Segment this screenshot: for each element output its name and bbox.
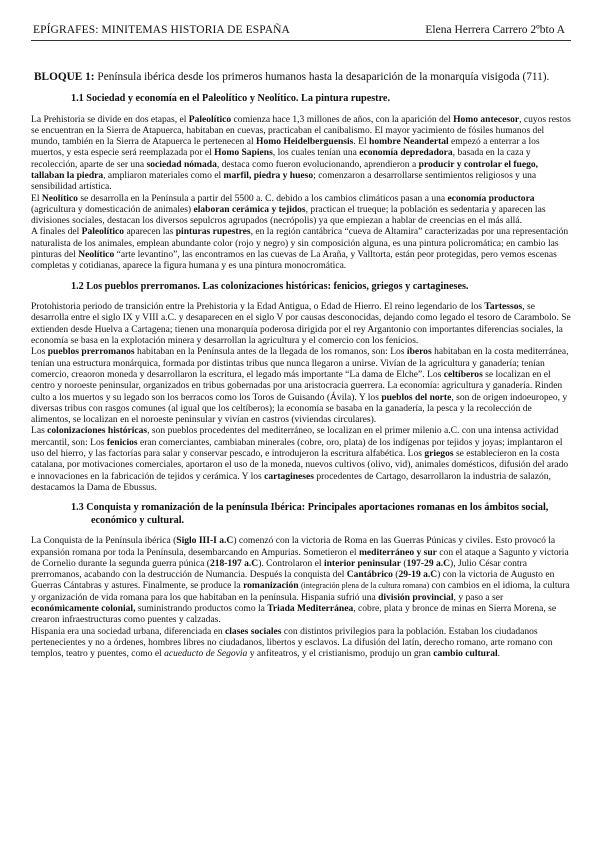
- paragraph: La Prehistoria se divide en dos etapas, el Paleolítico comienza hace 1,3 millones de años, con la aparición del Homo antecesor, cuyos restos se encuentran en la Sierra de Atapuerca, habitaban en cuevas, practicaban el canibalismo. El mayor yacimiento de fósiles humanos del mundo, también en la Sierra de Atapuerca le pertenecen al Homo Heidelberguensis. El hombre Neandertal empezó a enterrar a los muertos, y esta especie será reemplazada por el Homo Sapiens, los cuales tenían una economía depredadora, basada en la caza y recolección, aparte de ser una sociedad nómada, destaca como fueron evolucionando, aprendieron a producir y controlar el fuego, tallaban la piedra, ampliaron materiales como el marfil, piedra y hueso; comenzaron a desarrollarse sentimientos religiosos y una sensibilidad artística.: [31, 113, 571, 193]
- bloque-label: BLOQUE 1:: [34, 71, 95, 83]
- bloque-heading: [31, 71, 571, 84]
- paragraph: Los pueblos prerromanos habitaban en la Península antes de la llegada de los romanos, son: Los íberos habitaban en la costa mediterránea, tenían una estructura monárquica, formada por distintas tribus que nunca llegaron a unirse. Vivían de la agricultura y ganadería; tenían comercio, creaoron moneda y desarrollaron la escritura, el legado más importante “La dama de Elche”. Los celtíberos se localizan en el centro y noroeste peninsular, organizados en tribus gobernadas por una aristocracia guerrera. La economía: agricultura y ganadería. Rinden culto a los muertos y su legado son los berracos como los Toros de Guisando (Ávila). Y los pueblos del norte, son de origen indoeuropeo, y diversas tribus con rasgos comunes (al igual que los celtíberos); la economía se basaba en la ganadería, la pesca y la recolección de alimentos, se localizan en el noroeste peninsular y vivían en castros (viviendas circulares).: [31, 346, 569, 426]
- author-name: Elena Herrera Carrero 2ºbto A: [425, 24, 565, 36]
- document-body: [31, 71, 571, 659]
- section-1-1-body: [31, 114, 571, 272]
- section-title-1-2: 1.2 Los pueblos prerromanos. Las colonizaciones históricas: fenicios, griegos y cartagineses.: [71, 280, 469, 292]
- section-1-3-body: [31, 535, 571, 659]
- section-title-1-1: 1.1 Sociedad y economía en el Paleolítico y Neolítico. La pintura rupestre.: [71, 93, 390, 104]
- paragraph: Hispania era una sociedad urbana, diferenciada en clases sociales con distintos privilegios para la población. Estaban los ciudadanos pertenecientes y no a órdenes, hombres libres no ciudadanos, libertos y esclavos. La difusión del latín, derecho romano, arte romano con templos, teatro y puentes, como el acueducto de Segovia y anfiteatros, y el cristianismo, produjo un gran cambio cultural.: [31, 625, 553, 660]
- page-header: [31, 20, 571, 41]
- paragraph: El Neolítico se desarrolla en la Península a partir del 5500 a. C. debido a los cambios climáticos pasan a una economía productora (agricultura y domesticación de animales) elaboran cerámica y tejidos, practican el trueque; la población es sedentaria y aparecen las divisiones sociales, destacan los diversos sepulcros agrupados (necrópolis) ya que empiezan a hablar de creencias en el más allá.: [31, 192, 546, 227]
- paragraph: Protohistoria periodo de transición entre la Prehistoria y la Edad Antigua, o Edad de Hierro. El reino legendario de los Tartessos, se desarrolla entre el siglo IX y VIII a.C. y desaparecen en el siglo V por causas desconocidas, dejando como legado el tesoro de Carambolo. Se extienden desde Huelva a Cartagena; tienen una monarquía poderosa dirigida por el rey Argantonio con importantes diferencias sociales, la economía se basa en la explotación minera y desarrollan la agricultura y el comercio con los fenicios.: [31, 301, 571, 347]
- paragraph: A finales del Paleolítico aparecen las pinturas rupestres, en la región cantábrica “cueva de Altamira” caracterizadas por una representación naturalista de los animales, emplean abundante color (rojo y negro) y sin composición alguna, es una pintura policromática; en cambio las pinturas del Neolítico “arte levantino”, las encontramos en las cuevas de La Araña, y Valltorta, están peor protegidas, pero vemos escenas completas y cotidianas, aparece la figura humana y es una pintura monocromática.: [31, 226, 569, 272]
- paragraph: Las colonizaciones históricas, son pueblos procedentes del mediterráneo, se localizan en el primer milenio a.C. con una intensa actividad mercantil, son: Los fenicios eran comerciantes, cambiaban minerales (cobre, oro, plata) de los indígenas por tejidos y joyas; implantaron el uso del hierro, y las factorías para salar y conservar pescado, e introdujeron la escritura alfabética. Los griegos se establecieron en la costa catalana, por motivaciones comerciales, aportaron el uso de la moneda, nuevos cultivos (olivo, vid), animales domésticos, difusión del arado e innovaciones en la fabricación de tejidos y cerámica. Y los cartagineses procedentes de Cartago, desarrollaron la industria de salazón, destacamos la Dama de Ebussus.: [31, 425, 569, 493]
- section-1-2-body: [31, 301, 571, 493]
- paragraph: La Conquista de la Península ibérica (Siglo III-I a.C) comenzó con la victoria de Roma en las Guerras Púnicas y civiles. Esto provocó la expansión romana por toda la Península, desembarcando en Ampurias. Sometieron el mediterráneo y sur con el ataque a Sagunto y victoria de Cornelio durante la segunda guerra púnica (218-197 a.C). Controlaron el interior peninsular (197-29 a.C), Julio César contra prerromanos, acabando con la destrucción de Numancia. Después la conquista del Cantábrico (29-19 a.C) con la victoria de Augusto en Guerras Cántabras y astures. Finalmente, se produce la romanización (integración plena de la cultura romana) con cambios en el idioma, la cultura y organización de vida romana para los que habitaban en la península. Hispania sufrió una división provincial, y paso a ser económicamente colonial, suministrando productos como la Triada Mediterránea, cobre, plata y bronce de minas en Sierra Morena, se crearon infraestructuras como puentes y calzadas.: [31, 535, 570, 626]
- section-title-1-3: 1.3 Conquista y romanización de la península Ibérica: Principales aportaciones romanas en los ámbitos social, económico y cultural.: [71, 502, 549, 526]
- document-title: EPÍGRAFES: MINITEMAS HISTORIA DE ESPAÑA: [33, 24, 290, 36]
- bloque-text: Península ibérica desde los primeros humanos hasta la desaparición de la monarquía visigoda (711).: [97, 71, 550, 83]
